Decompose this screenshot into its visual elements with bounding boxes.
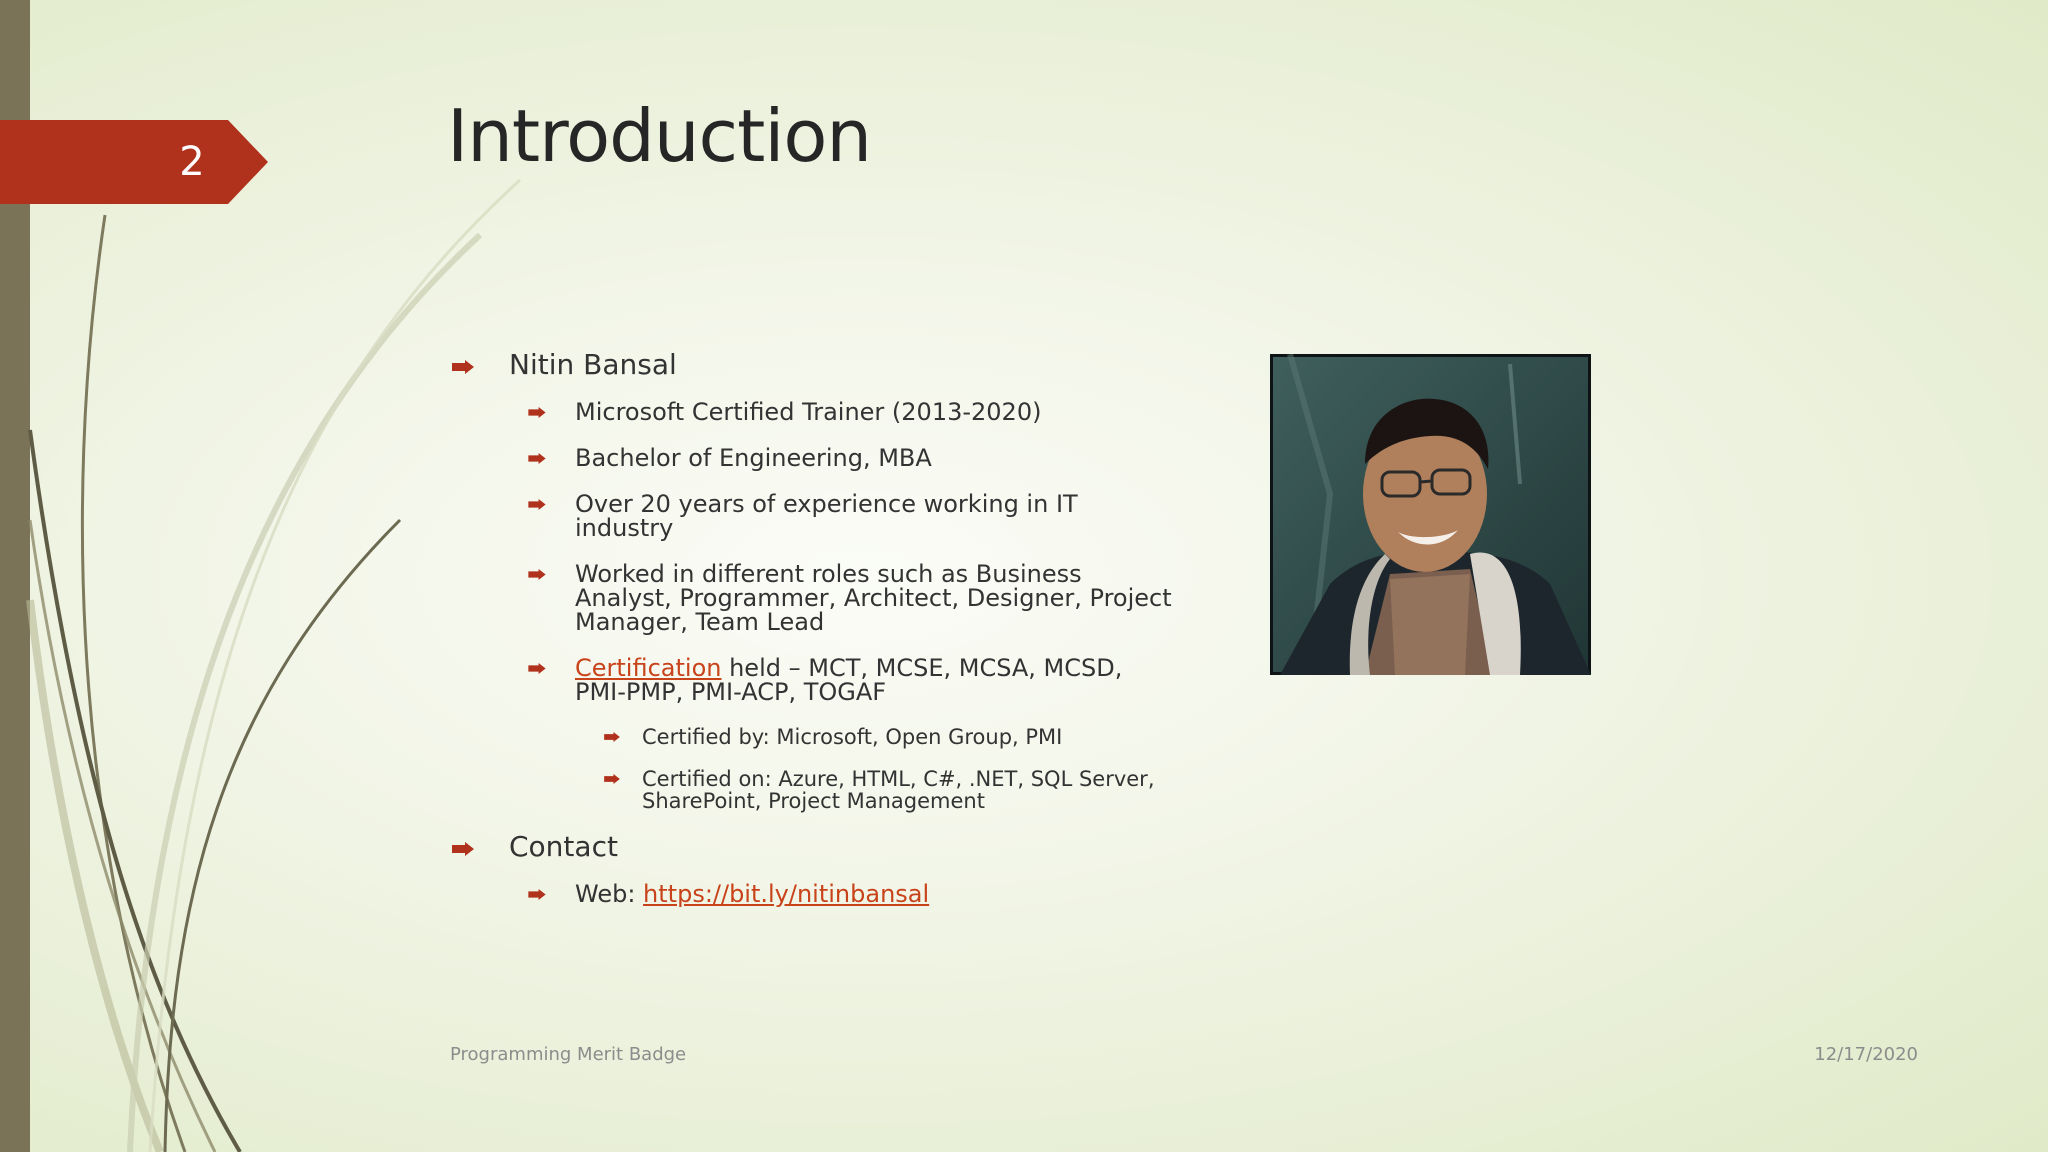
presenter-name: Nitin Bansal [509, 348, 677, 381]
point-text: Worked in different roles such as Business Analyst, Programmer, Architect, Designer, Project Manager, Team Lead [575, 560, 1172, 636]
bullet-name [452, 350, 1172, 380]
bullet-certification [452, 656, 1172, 704]
slide-number: 2 [179, 139, 205, 185]
arrow-bullet-icon [604, 774, 620, 784]
content-body [452, 350, 1172, 928]
certification-text: held – MCT, MCSE, MCSA, MCSD, PMI-PMP, PMI-ACP, TOGAF [575, 654, 1123, 706]
arrow-bullet-icon [528, 663, 546, 674]
contact-heading: Contact [509, 830, 618, 863]
bullet-contact [452, 832, 1172, 862]
certification-link[interactable]: Certification [575, 654, 722, 682]
footer-presentation-title: Programming Merit Badge [450, 1044, 687, 1065]
bullet-point [452, 492, 1172, 540]
arrow-bullet-icon [528, 407, 546, 418]
arrow-bullet-icon [528, 889, 546, 900]
arrow-bullet-icon [528, 569, 546, 580]
point-text: Over 20 years of experience working in IT industry [575, 490, 1078, 542]
sub-point-text: Certified by: Microsoft, Open Group, PMI [642, 725, 1063, 749]
point-text: Microsoft Certified Trainer (2013-2020) [575, 398, 1042, 426]
web-link[interactable]: https://bit.ly/nitinbansal [643, 880, 930, 908]
footer-date: 12/17/2020 [1814, 1044, 1918, 1065]
sub-bullet-point [452, 726, 1172, 748]
bullet-point [452, 400, 1172, 424]
sub-point-text: Certified on: Azure, HTML, C#, .NET, SQL Server, SharePoint, Project Management [642, 767, 1155, 813]
slide-number-banner [0, 120, 270, 204]
bullet-web [452, 882, 1172, 906]
point-text: Bachelor of Engineering, MBA [575, 444, 932, 472]
arrow-bullet-icon [452, 842, 474, 856]
bullet-point [452, 562, 1172, 634]
arrow-bullet-icon [528, 499, 546, 510]
slide-title: Introduction [447, 94, 872, 178]
web-label: Web: [575, 880, 644, 908]
person-photo-icon [1270, 354, 1591, 675]
bullet-point [452, 446, 1172, 470]
arrow-bullet-icon [528, 453, 546, 464]
arrow-bullet-icon [604, 732, 620, 742]
profile-photo [1270, 354, 1591, 675]
sub-bullet-point [452, 768, 1172, 812]
arrow-bullet-icon [452, 360, 474, 374]
